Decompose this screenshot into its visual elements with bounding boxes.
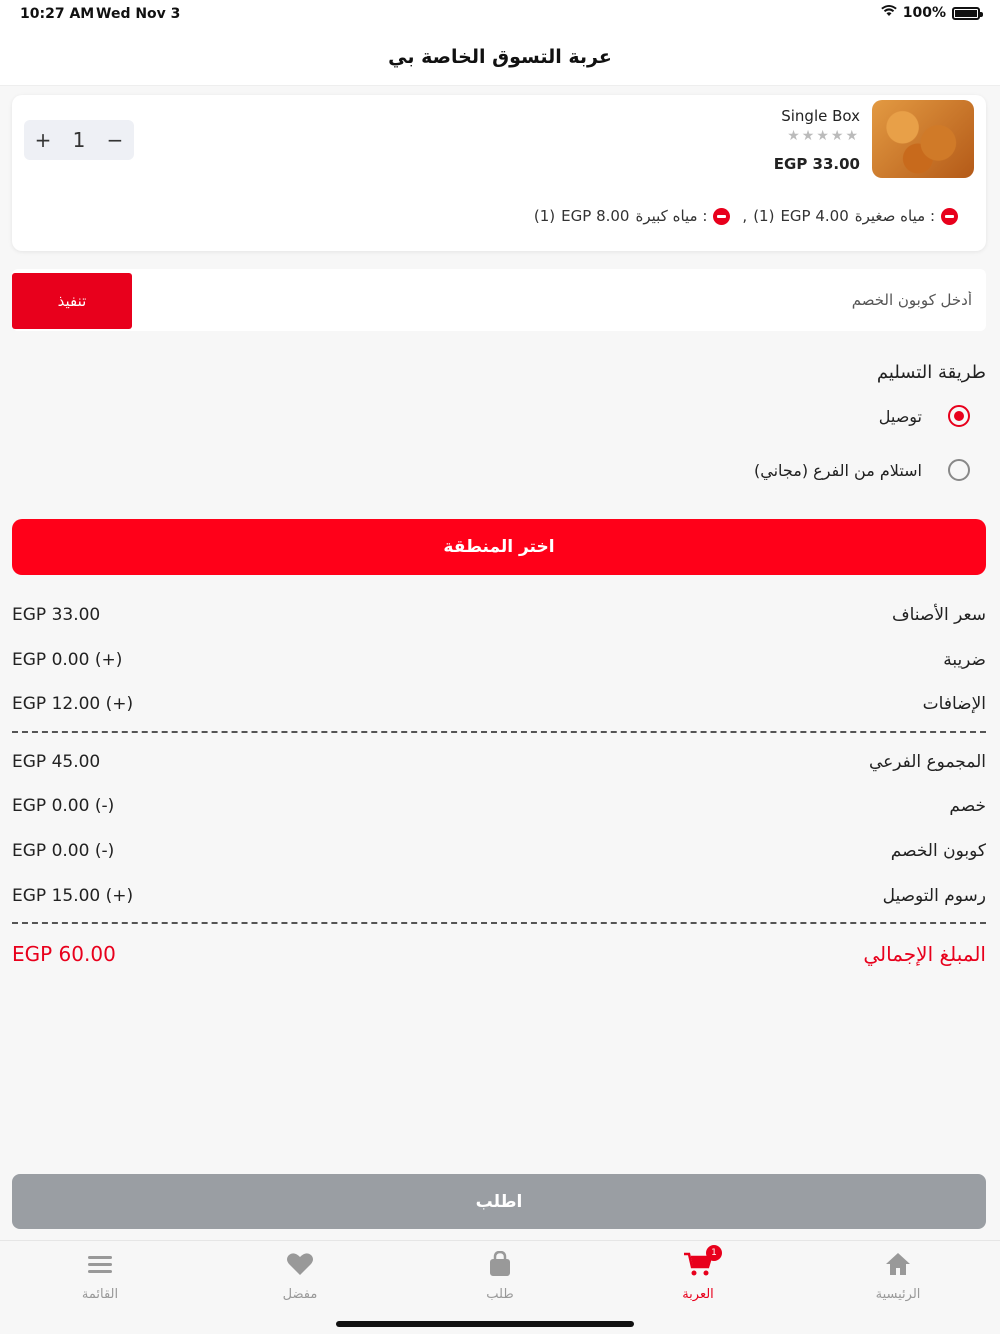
tab-label: مفضل — [282, 1287, 318, 1302]
addon-price: EGP 4.00 — [780, 207, 849, 225]
tab-favorites[interactable] — [240, 1249, 360, 1302]
coupon-input[interactable] — [272, 269, 972, 331]
summary-value: EGP 45.00 — [12, 752, 101, 772]
product-name: Single Box — [781, 107, 860, 125]
addon-separator: , — [742, 207, 748, 225]
nav-bar — [0, 28, 1000, 86]
status-bar — [0, 0, 1000, 28]
product-price: EGP 33.00 — [773, 155, 860, 173]
page-title: عربة التسوق الخاصة بي — [388, 45, 612, 68]
summary-value: EGP 0.00 (+) — [12, 650, 123, 670]
total-label: المبلغ الإجمالي — [863, 942, 986, 966]
cart-icon — [638, 1249, 758, 1279]
summary-value: EGP 15.00 (+) — [12, 886, 134, 906]
summary-label: كوبون الخصم — [890, 841, 986, 861]
addon-price: EGP 8.00 — [561, 207, 630, 225]
tab-cart[interactable] — [638, 1249, 758, 1302]
summary-coupon-discount — [12, 839, 986, 863]
delivery-method-title: طريقة التسليم — [876, 362, 986, 383]
radio-selected[interactable] — [948, 405, 970, 427]
home-indicator — [336, 1321, 634, 1327]
tab-label: الرئيسية — [875, 1287, 921, 1302]
quantity-stepper — [24, 120, 134, 160]
tab-label: طلب — [486, 1287, 514, 1302]
increment-button[interactable]: + — [34, 128, 52, 152]
remove-addon-icon[interactable] — [941, 208, 958, 225]
addon-name: مياه كبيرة : — [635, 207, 708, 225]
summary-total — [12, 942, 986, 966]
summary-label: المجموع الفرعي — [868, 752, 986, 772]
status-right — [881, 5, 980, 21]
summary-items-price — [12, 603, 986, 627]
tab-home[interactable] — [838, 1249, 958, 1302]
order-button[interactable]: اطلب — [12, 1174, 986, 1229]
remove-addon-icon[interactable] — [713, 208, 730, 225]
summary-label: خصم — [949, 796, 986, 816]
delivery-option-pickup[interactable] — [754, 459, 970, 481]
tab-menu[interactable] — [40, 1249, 160, 1302]
home-icon — [838, 1249, 958, 1279]
summary-label: الإضافات — [922, 694, 986, 714]
summary-discount — [12, 794, 986, 818]
cart-badge: 1 — [706, 1245, 722, 1261]
coupon-row — [12, 269, 986, 331]
summary-value: EGP 0.00 (-) — [12, 796, 115, 816]
status-time: 10:27 AM — [20, 6, 95, 22]
delivery-option-delivery[interactable] — [879, 405, 970, 427]
summary-subtotal — [12, 750, 986, 774]
battery-percent: 100% — [902, 5, 946, 21]
rating-stars: ★★★★★ — [787, 128, 860, 144]
apply-coupon-button[interactable]: تنفيذ — [12, 273, 132, 329]
menu-icon — [40, 1249, 160, 1279]
heart-icon — [240, 1249, 360, 1279]
addon-qty: (1) — [753, 207, 775, 225]
addon-name: مياه صغيرة : — [854, 207, 935, 225]
addons-list — [534, 207, 958, 225]
tab-orders[interactable] — [440, 1249, 560, 1302]
summary-value: EGP 33.00 — [12, 605, 101, 625]
battery-icon — [952, 7, 980, 20]
total-value: EGP 60.00 — [12, 942, 116, 966]
quantity-value: 1 — [72, 128, 86, 152]
summary-delivery-fee — [12, 884, 986, 908]
addon-item — [742, 207, 958, 225]
summary-label: سعر الأصناف — [891, 605, 986, 625]
divider — [12, 922, 986, 924]
wifi-icon — [881, 5, 897, 21]
tab-bar — [0, 1240, 1000, 1334]
addon-qty: (1) — [533, 207, 556, 225]
product-image — [872, 100, 974, 178]
summary-label: ضريبة — [943, 650, 986, 670]
bag-icon — [440, 1249, 560, 1279]
summary-label: رسوم التوصيل — [882, 886, 986, 906]
summary-tax — [12, 648, 986, 672]
addon-item — [534, 207, 731, 225]
summary-value: EGP 12.00 (+) — [12, 694, 134, 714]
divider — [12, 731, 986, 733]
cart-item-card — [12, 95, 986, 251]
tab-label: القائمة — [81, 1287, 119, 1302]
status-date: Wed Nov 3 — [96, 6, 181, 22]
summary-value: EGP 0.00 (-) — [12, 841, 115, 861]
pickup-option-label: استلام من الفرع (مجاني) — [754, 460, 922, 480]
delivery-option-label: توصيل — [878, 406, 922, 426]
radio-unselected[interactable] — [948, 459, 970, 481]
summary-addons — [12, 692, 986, 716]
select-area-button[interactable]: اختر المنطقة — [12, 519, 986, 575]
tab-label: العربة — [682, 1287, 714, 1302]
decrement-button[interactable]: − — [106, 128, 124, 152]
